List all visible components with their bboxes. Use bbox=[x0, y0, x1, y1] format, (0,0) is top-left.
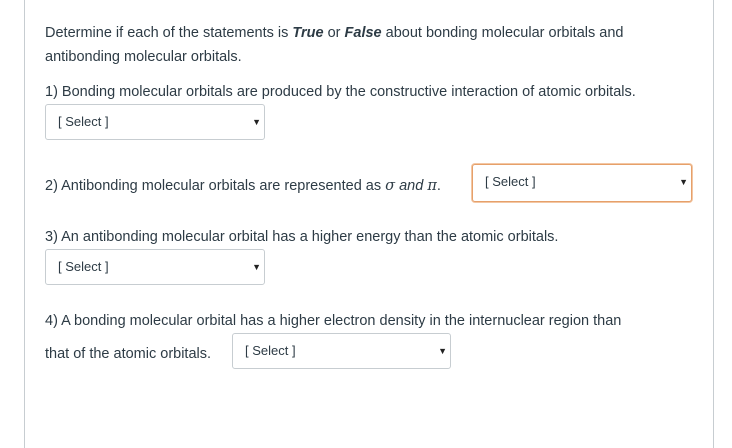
question-4-select[interactable] bbox=[232, 333, 451, 369]
question-3-select[interactable] bbox=[45, 249, 265, 285]
question-2-text-suffix: . bbox=[436, 178, 441, 194]
question-4-text-line2: that of the atomic orbitals. bbox=[45, 346, 212, 362]
true-word: True bbox=[292, 25, 324, 41]
question-2-text-prefix: 2) Antibonding molecular orbitals are represented as bbox=[45, 178, 386, 194]
question-1-text: 1) Bonding molecular orbitals are produced by the constructive interaction of atomic orbitals. bbox=[45, 84, 636, 100]
instructions bbox=[45, 21, 695, 69]
chevron-down-icon: ▼ bbox=[252, 262, 261, 272]
chevron-down-icon: ▼ bbox=[679, 177, 688, 187]
question-3-select-value: [ Select ] bbox=[58, 259, 109, 274]
question-4-select-value: [ Select ] bbox=[245, 343, 296, 358]
question-1-select-value: [ Select ] bbox=[58, 114, 109, 129]
sigma-symbol: σ bbox=[385, 178, 396, 194]
question-1-select[interactable] bbox=[45, 104, 265, 140]
question-2-text bbox=[45, 174, 441, 198]
or-word: or bbox=[323, 25, 345, 41]
chevron-down-icon: ▼ bbox=[252, 117, 261, 127]
instructions-suffix: about bonding molecular orbitals and antibonding molecular orbitals. bbox=[45, 25, 624, 65]
question-2-select-value: [ Select ] bbox=[485, 174, 536, 189]
question-3-text: 3) An antibonding molecular orbital has a higher energy than the atomic orbitals. bbox=[45, 229, 559, 245]
chevron-down-icon: ▼ bbox=[438, 346, 447, 356]
instructions-prefix: Determine if each of the statements is bbox=[45, 25, 293, 41]
question-2-select[interactable] bbox=[472, 164, 692, 202]
false-word: False bbox=[344, 25, 382, 41]
pi-symbol: π bbox=[427, 178, 437, 194]
question-4-text-line1: 4) A bonding molecular orbital has a higher electron density in the internuclear region than bbox=[45, 313, 622, 329]
and-word: and bbox=[395, 178, 428, 194]
